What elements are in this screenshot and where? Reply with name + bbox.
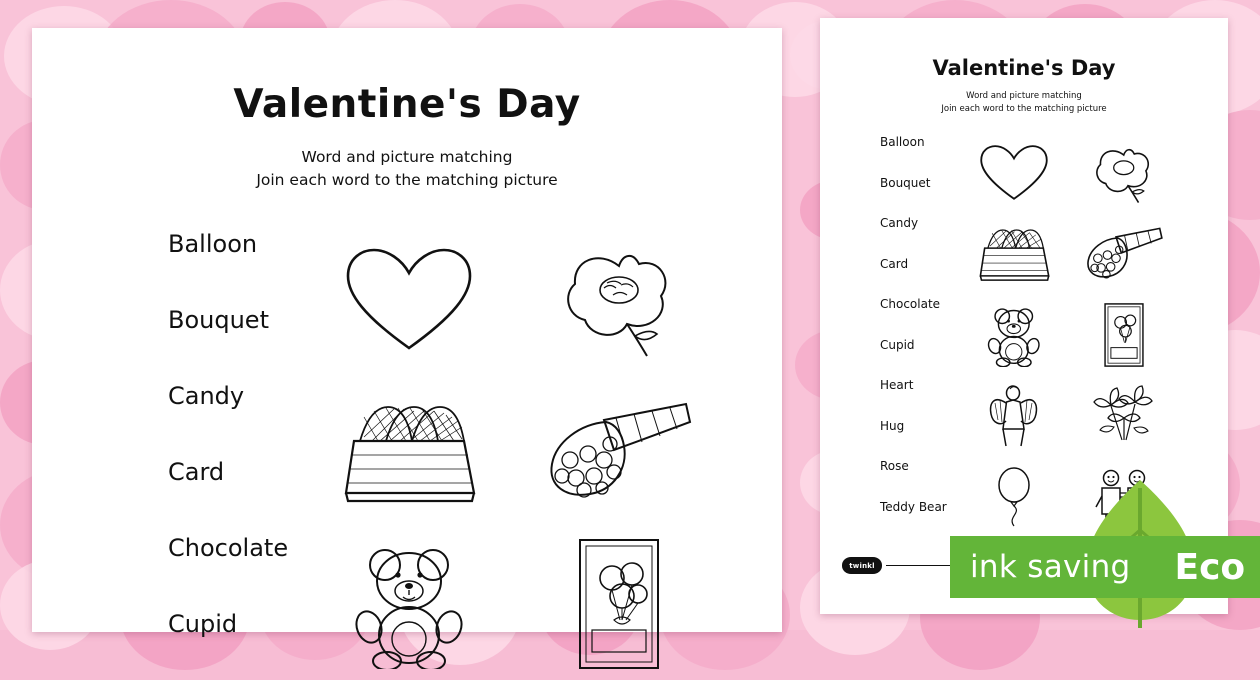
word-item: Bouquet <box>880 175 931 190</box>
page-subtitle <box>32 146 782 192</box>
word-item: Chocolate <box>168 534 289 562</box>
word-item: Bouquet <box>168 306 269 334</box>
picture-grid <box>298 224 782 680</box>
word-item: Card <box>168 458 225 486</box>
greeting-card-icon <box>1097 301 1151 369</box>
heart-outline-icon <box>979 144 1049 202</box>
word-item: Balloon <box>168 230 258 258</box>
word-item: Heart <box>880 378 914 392</box>
eco-page-title: Valentine's Day <box>932 56 1116 80</box>
chocolate-box-icon <box>974 224 1054 284</box>
worksheet-page-main <box>32 28 782 638</box>
candy-bag-icon <box>544 398 694 506</box>
word-item: Balloon <box>880 135 925 149</box>
heart-outline-icon <box>344 246 474 354</box>
teddy-bear-icon <box>984 303 1044 367</box>
subtitle-line-1: Word and picture matching <box>301 148 513 166</box>
eco-page-subtitle <box>820 90 1228 116</box>
word-item: Rose <box>880 459 909 473</box>
teddy-bear-icon <box>347 539 472 669</box>
flower-icon <box>1091 141 1157 205</box>
word-list <box>68 224 298 680</box>
candy-bag-icon <box>1084 225 1164 283</box>
word-item: Hug <box>880 418 905 433</box>
eco-badge-ink-label: ink saving <box>970 549 1131 585</box>
lily-bouquet-icon <box>1089 385 1159 447</box>
eco-picture-grid <box>958 132 1228 537</box>
word-item: Card <box>880 256 909 271</box>
eco-badge <box>950 478 1260 630</box>
word-item: Teddy Bear <box>880 499 947 514</box>
word-item: Chocolate <box>880 297 941 311</box>
word-item: Cupid <box>880 337 915 352</box>
chocolate-box-icon <box>334 397 484 507</box>
eco-badge-eco-label: Eco <box>1174 546 1246 588</box>
worksheet-content <box>32 224 782 680</box>
twinkl-logo: twinkl <box>842 557 882 574</box>
word-item: Cupid <box>168 610 238 638</box>
eco-badge-bar <box>950 536 1260 598</box>
eco-subtitle-line-1: Word and picture matching <box>966 91 1082 101</box>
word-item: Candy <box>168 382 245 410</box>
subtitle-line-2: Join each word to the matching picture <box>256 171 558 189</box>
cupid-angel-icon <box>984 383 1044 449</box>
eco-subtitle-line-2: Join each word to the matching picture <box>941 104 1107 114</box>
flower-icon <box>557 240 682 360</box>
greeting-card-icon <box>564 534 674 674</box>
eco-worksheet-content <box>820 132 1228 537</box>
page-title: Valentine's Day <box>233 82 581 127</box>
eco-word-list <box>838 132 958 537</box>
word-item: Candy <box>880 216 919 230</box>
